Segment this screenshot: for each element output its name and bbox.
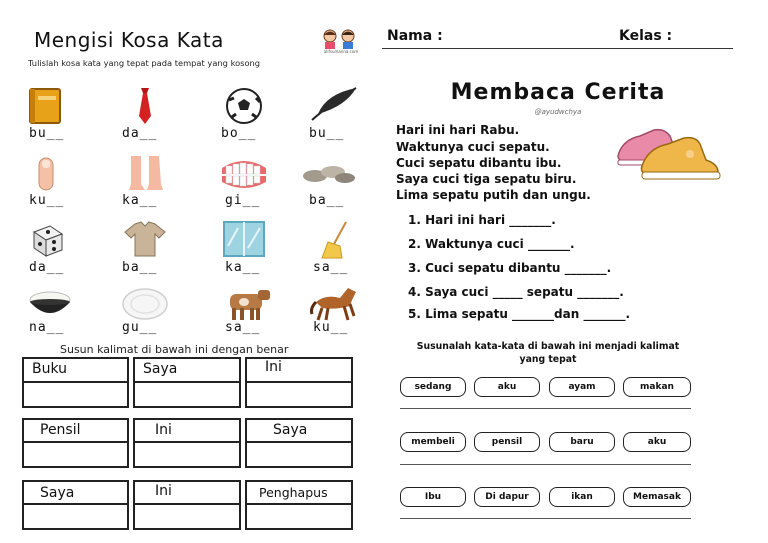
stones-icon — [299, 154, 355, 194]
word-blank: sa__ — [225, 320, 261, 335]
finger-icon — [18, 154, 74, 194]
word-blank: gu__ — [122, 320, 158, 335]
word-chip: aku — [474, 377, 540, 397]
arrange-instruction — [378, 340, 718, 366]
word-chip: Memasak — [623, 487, 691, 507]
word-chip: aku — [623, 432, 691, 452]
word-blank: na__ — [29, 320, 65, 335]
arrange-instruction-line: yang tepat — [519, 354, 577, 365]
sentence-instruction: Susun kalimat di bawah ini dengan benar — [60, 343, 289, 356]
sentence-word: Pensil — [40, 422, 81, 438]
horse-icon — [306, 284, 362, 324]
sentence-box — [133, 418, 241, 468]
story-line: Saya cuci tiga sepatu biru. — [396, 172, 577, 186]
story-line: Cuci sepatu dibantu ibu. — [396, 156, 562, 170]
word-blank: sa__ — [313, 260, 349, 275]
sentence-box — [245, 418, 353, 468]
reading-title: Membaca Cerita — [450, 80, 666, 105]
story-line: Lima sepatu putih dan ungu. — [396, 188, 591, 202]
worksheet-subtitle: Tulislah kosa kata yang tepat pada tempat yang kosong — [28, 58, 261, 68]
kids-logo — [318, 28, 364, 56]
credit-handle: @ayudwchya — [534, 108, 582, 116]
word-blank: bu__ — [309, 126, 345, 141]
cow-icon — [216, 284, 272, 324]
vocabulary-worksheet — [0, 0, 378, 543]
class-label: Kelas : — [619, 28, 673, 44]
word-chip: membeli — [400, 432, 466, 452]
sentence-word: Ini — [265, 359, 282, 375]
sentence-box — [245, 480, 353, 530]
word-chip: baru — [549, 432, 615, 452]
sentence-box — [133, 357, 241, 408]
logo-text: alifsumanna.com — [323, 49, 359, 54]
word-chip: pensil — [474, 432, 540, 452]
word-blank: da__ — [122, 126, 158, 141]
word-chip: makan — [623, 377, 691, 397]
dice-icon — [18, 220, 74, 260]
word-blank: da__ — [29, 260, 65, 275]
shirt-icon — [117, 220, 173, 260]
tie-icon — [117, 86, 173, 126]
sentence-word: Saya — [40, 485, 75, 501]
sentence-word: Saya — [143, 361, 178, 377]
word-blank: bo__ — [221, 126, 257, 141]
question-line: 2. Waktunya cuci _______. — [408, 237, 575, 251]
question-line: 4. Saya cuci _____ sepatu _______. — [408, 285, 624, 299]
word-chip: Ibu — [400, 487, 466, 507]
word-blank: bu__ — [29, 126, 65, 141]
word-blank: ba__ — [122, 260, 158, 275]
answer-line — [400, 518, 691, 519]
sentence-word: Buku — [32, 361, 68, 377]
question-line: 3. Cuci sepatu dibantu _______. — [408, 261, 612, 275]
word-chip: sedang — [400, 377, 466, 397]
broom-icon — [306, 220, 362, 260]
book-icon — [18, 86, 74, 126]
teeth-icon — [216, 154, 272, 194]
question-line: 5. Lima sepatu _______dan _______. — [408, 307, 631, 321]
reading-worksheet — [378, 0, 768, 543]
sentence-box — [245, 357, 353, 408]
answer-line — [400, 408, 691, 409]
sentence-word: Saya — [273, 422, 308, 438]
word-blank: ku__ — [29, 193, 65, 208]
answer-line — [400, 464, 691, 465]
story-line: Hari ini hari Rabu. — [396, 123, 520, 137]
soccer-ball-icon — [216, 86, 272, 126]
sentence-word: Penghapus — [259, 485, 328, 500]
sentence-box — [22, 480, 129, 530]
word-chip: ikan — [549, 487, 615, 507]
name-label: Nama : — [387, 28, 443, 44]
rice-bowl-icon — [22, 284, 78, 324]
feather-icon — [306, 84, 362, 124]
word-blank: ka__ — [225, 260, 261, 275]
word-blank: ku__ — [313, 320, 349, 335]
arrange-instruction-line: Susunalah kata-kata di bawah ini menjadi kalimat — [416, 341, 680, 352]
sentence-box — [22, 357, 129, 408]
word-chip: Di dapur — [474, 487, 540, 507]
window-glass-icon — [216, 220, 272, 260]
worksheet-title: Mengisi Kosa Kata — [34, 28, 224, 52]
plate-icon — [117, 284, 173, 324]
feet-icon — [117, 154, 173, 194]
header-divider — [382, 48, 733, 49]
word-blank: ba__ — [309, 193, 345, 208]
sentence-word: Ini — [155, 483, 172, 499]
word-blank: ka__ — [122, 193, 158, 208]
sentence-box — [133, 480, 241, 530]
question-line: 1. Hari ini hari _______. — [408, 213, 556, 227]
word-blank: gi__ — [225, 193, 261, 208]
word-chip: ayam — [549, 377, 615, 397]
sentence-word: Ini — [155, 422, 172, 438]
sneakers-icon — [614, 122, 724, 186]
story-line: Waktunya cuci sepatu. — [396, 140, 550, 154]
sentence-box — [22, 418, 129, 468]
